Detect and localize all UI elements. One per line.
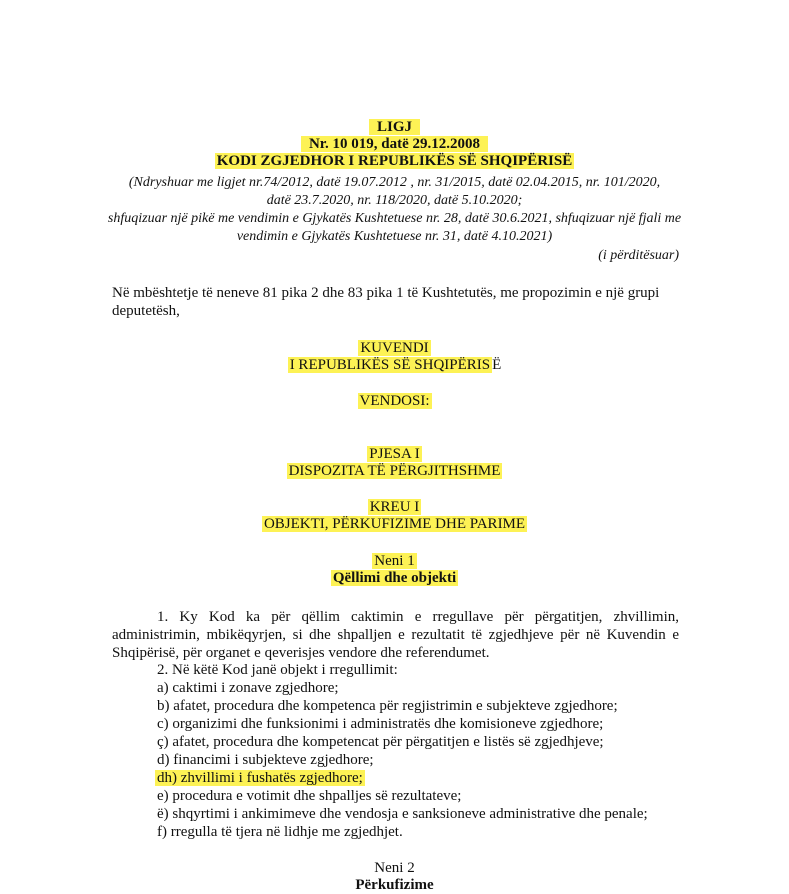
amendments-line-4: vendimin e Gjykatës Kushtetuese nr. 31, datë 4.10.2021) <box>236 229 553 244</box>
law-name: KODI ZGJEDHOR I REPUBLIKËS SË SHQIPËRISË <box>216 153 573 169</box>
list-item-a: a) caktimi i zonave zgjedhore; <box>157 680 339 696</box>
amendments-line-2: datë 23.7.2020, nr. 118/2020, datë 5.10.2020; <box>266 193 523 208</box>
article-1-label-line <box>0 553 789 570</box>
decides-label: VENDOSI: <box>359 393 430 409</box>
law-number: Nr. 10 019, datë 29.12.2008 <box>301 136 488 152</box>
list-item-f: f) rregulla të tjera në lidhje me zgjedhjet. <box>157 824 403 840</box>
chapter-title-line <box>0 516 789 533</box>
article-1-title: Qëllimi dhe objekti <box>332 570 457 586</box>
updated-note: (i përditësuar) <box>598 248 679 263</box>
article-2-label: Neni 2 <box>374 860 415 876</box>
law-name-line <box>0 153 789 170</box>
article-1-title-line <box>0 570 789 587</box>
list-item-e-diaeresis: ë) shqyrtimi i ankimimeve dhe vendosja e sanksioneve administrative dhe penale; <box>157 806 648 822</box>
preamble-line-2: deputetësh, <box>112 303 180 319</box>
assembly-republic: I REPUBLIKËS SË SHQIPËRIS <box>289 357 491 373</box>
article-1-label: Neni 1 <box>374 553 415 569</box>
list-item-b: b) afatet, procedura dhe kompetenca për regjistrimin e subjekteve zgjedhore; <box>157 698 618 714</box>
law-title-line <box>0 119 789 136</box>
article-1-para-2-intro: 2. Në këtë Kod janë objekt i rregullimit: <box>157 662 398 678</box>
part-title-line <box>0 463 789 480</box>
assembly-line-1 <box>0 340 789 357</box>
article-1-para-1-line-1: 1. Ky Kod ka për qëllim caktimin e rregullave për përgatitjen, zhvillimin, <box>157 609 679 625</box>
part-label: PJESA I <box>369 446 420 462</box>
list-item-d: d) financimi i subjekteve zgjedhore; <box>157 752 374 768</box>
list-item-e: e) procedura e votimit dhe shpalljes së rezultateve; <box>157 788 462 804</box>
preamble-line-1: Në mbështetje të neneve 81 pika 2 dhe 83 pika 1 të Kushtetutës, me propozimin e një grupi <box>112 285 660 301</box>
assembly-republic-tail: Ë <box>492 357 502 373</box>
list-item-c-cedilla: ç) afatet, procedura dhe kompetencat për përgatitjen e listës së zgjedhjeve; <box>157 734 604 750</box>
assembly-name: KUVENDI <box>360 340 429 356</box>
chapter-title: OBJEKTI, PËRKUFIZIME DHE PARIME <box>263 516 526 532</box>
amendments-line-1: (Ndryshuar me ligjet nr.74/2012, datë 19.07.2012 , nr. 31/2015, datë 02.04.2015, nr. 101/2020, <box>128 175 661 190</box>
assembly-line-2 <box>0 357 789 374</box>
chapter-label-line <box>0 499 789 516</box>
decides-line <box>0 393 789 410</box>
part-title: DISPOZITA TË PËRGJITHSHME <box>288 463 501 479</box>
list-item-dh-line <box>155 770 365 787</box>
part-label-line <box>0 446 789 463</box>
list-item-dh: dh) zhvillimi i fushatës zgjedhore; <box>157 770 363 786</box>
article-2-title: Përkufizime <box>355 877 434 893</box>
chapter-label: KREU I <box>369 499 420 515</box>
amendments-line-3: shfuqizuar një pikë me vendimin e Gjykatës Kushtetuese nr. 28, datë 30.6.2021, shfuqizuar një fjali me <box>107 211 682 226</box>
article-1-para-1-line-3: Shqipërisë, për organet e qeverisjes vendore dhe referendumet. <box>112 645 490 661</box>
law-number-line <box>0 136 789 153</box>
law-title: LIGJ <box>369 119 420 135</box>
list-item-c: c) organizimi dhe funksionimi i administratës dhe komisioneve zgjedhore; <box>157 716 604 732</box>
article-1-para-1-line-2: administrimin, mbikëqyrjen, si dhe shpalljen e rezultatit të zgjedhjeve për në Kuvendin e <box>112 627 679 643</box>
